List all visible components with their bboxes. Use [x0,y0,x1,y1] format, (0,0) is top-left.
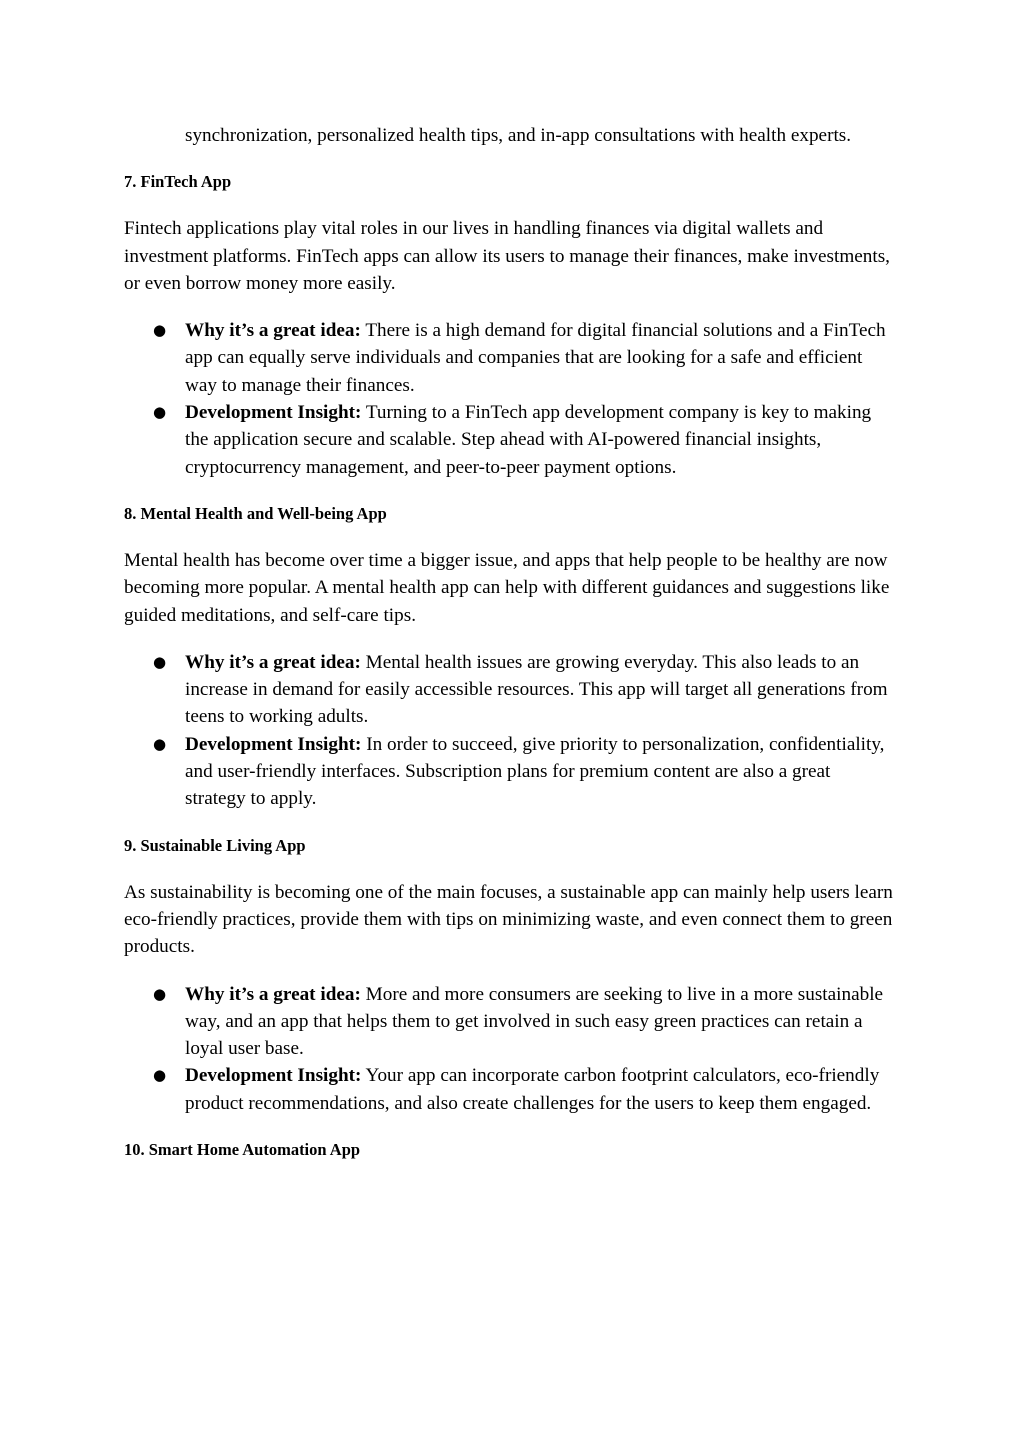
section-sustainable-living [124,835,894,1117]
bullet-label: Why it’s a great idea: [185,320,361,342]
bullet-item [124,981,894,1063]
bullet-label: Why it’s a great idea: [185,651,361,673]
section-paragraph: As sustainability is becoming one of the main focuses, a sustainable app can mainly help users learn eco-friendly practices, provide them with tips on minimizing waste, and even connect them to green products. [124,881,893,958]
bullet-icon: ● [153,321,167,340]
section-heading: 9. Sustainable Living App [124,835,306,855]
bullet-text: Mental health issues are growing everyday. This also leads to an increase in demand for easily accessible resources. This app will target all generations from teens to working adults. [185,651,888,728]
bullet-label: Development Insight: [185,402,362,424]
section-paragraph: Fintech applications play vital roles in our lives in handling finances via digital wallets and investment platforms. FinTech apps can allow its users to manage their finances, make investments, or even borrow money more easily. [124,218,890,294]
bullet-icon: ● [153,984,167,1003]
bullet-list [124,981,894,1117]
document-page [124,122,894,1183]
bullet-icon: ● [153,652,167,671]
bullet-label: Why it’s a great idea: [185,983,361,1005]
bullet-text: There is a high demand for digital financial solutions and a FinTech app can equally serve individuals and companies that are looking for a safe and efficient way to manage their finances. [185,320,886,396]
bullet-label: Development Insight: [185,733,362,755]
bullet-text: In order to succeed, give priority to personalization, confidentiality, and user-friendly interfaces. Subscription plans for premium content are also a great strategy to apply. [185,733,885,810]
intro-continuation: synchronization, personalized health tips, and in-app consultations with health experts. [185,125,852,146]
bullet-icon: ● [153,1066,167,1085]
bullet-icon: ● [153,403,167,422]
bullet-text: Your app can incorporate carbon footprint calculators, eco-friendly product recommendations, and also create challenges for the users to keep them engaged. [185,1065,880,1114]
bullet-item [124,399,894,481]
bullet-list [124,649,894,813]
bullet-list [124,317,894,481]
bullet-item [124,649,894,731]
section-heading: 8. Mental Health and Well-being App [124,503,387,523]
bullet-text: More and more consumers are seeking to live in a more sustainable way, and an app that helps them to get involved in such easy green practices can retain a loyal user base. [185,983,884,1060]
bullet-label: Development Insight: [185,1065,362,1087]
bullet-item [124,1062,894,1117]
section-paragraph: Mental health has become over time a bigger issue, and apps that help people to be healthy are now becoming more popular. A mental health app can help with different guidances and suggestions like guided meditations, and self-care tips. [124,549,890,626]
bullet-item [124,317,894,399]
section-mental-health [124,503,894,813]
bullet-icon: ● [153,734,167,753]
section-heading-smart-home: 10. Smart Home Automation App [124,1140,361,1160]
bullet-text: Turning to a FinTech app development company is key to making the application secure and scalable. Step ahead with AI-powered financial insights, cryptocurrency management, and peer-to-peer payment options. [185,402,872,478]
bullet-item [124,731,894,813]
section-fintech [124,171,894,481]
section-heading: 7. FinTech App [124,172,232,192]
